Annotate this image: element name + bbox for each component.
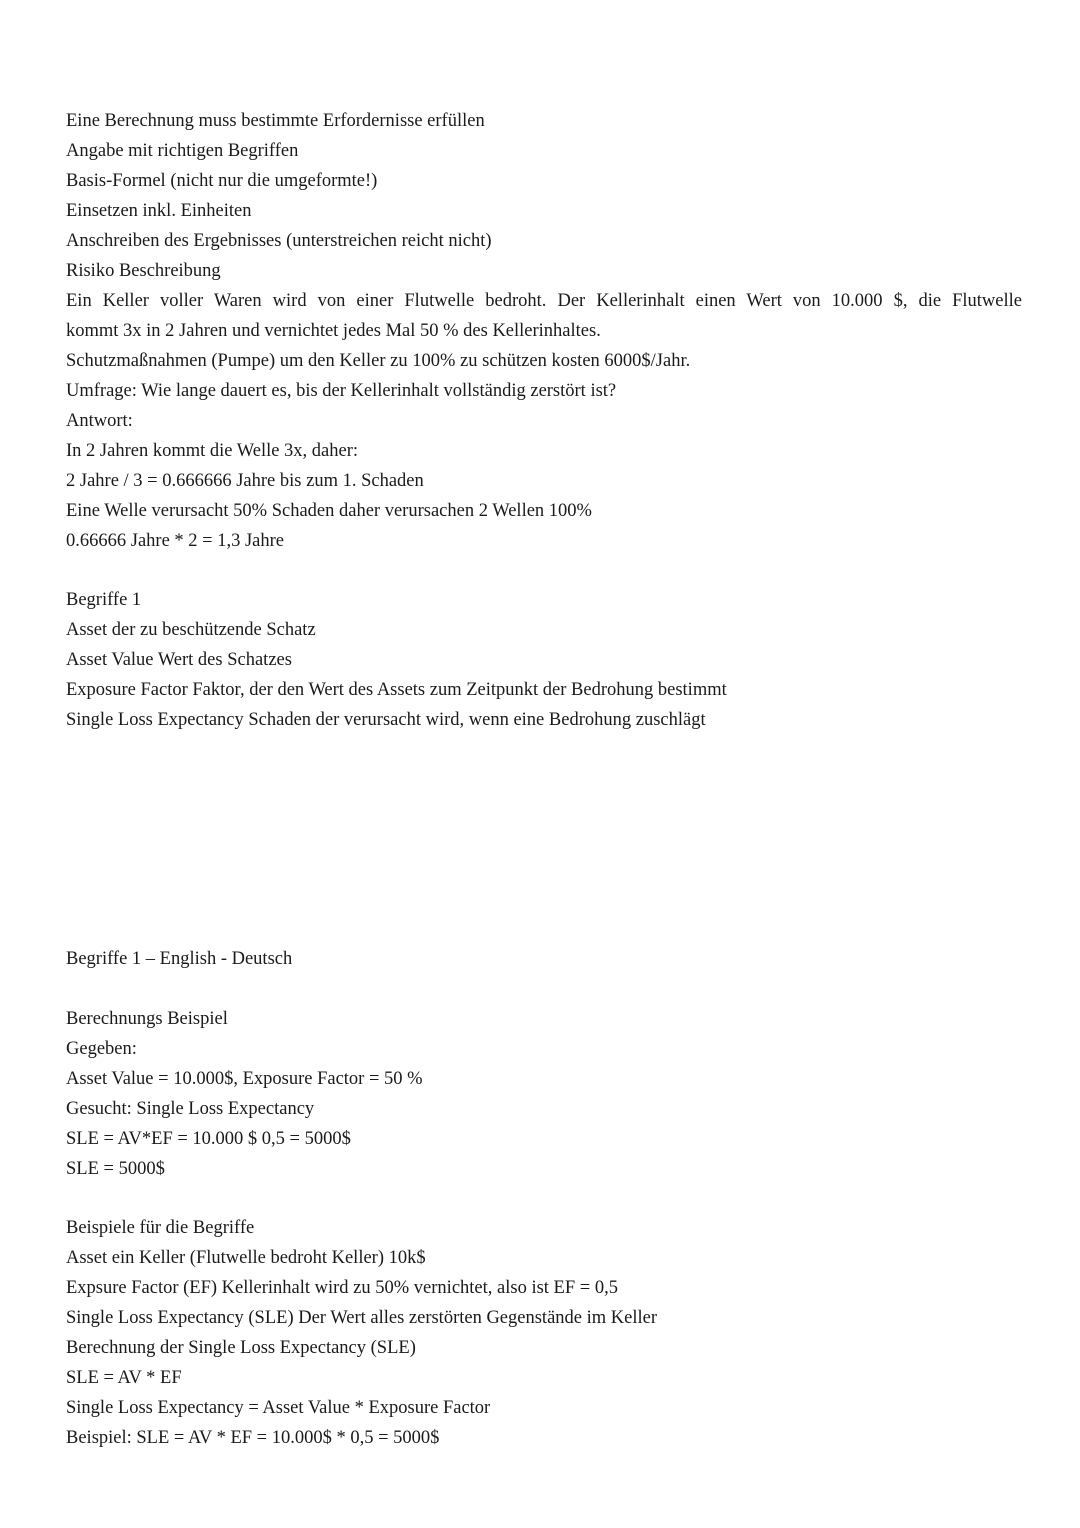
examples-terms-section <box>66 1213 1022 1453</box>
examples-terms-line: Single Loss Expectancy = Asset Value * Exposure Factor <box>66 1398 491 1418</box>
examples-terms-line: Expsure Factor (EF) Kellerinhalt wird zu 50% vernichtet, also ist EF = 0,5 <box>66 1278 618 1298</box>
terms-en-de-section <box>66 944 1022 974</box>
scenario-line: kommt 3x in 2 Jahren und vernichtet jedes Mal 50 % des Kellerinhaltes. <box>66 321 601 341</box>
term-line: Exposure Factor Faktor, der den Wert des Assets zum Zeitpunkt der Bedrohung bestimmt <box>66 680 727 700</box>
intro-line: 0.66666 Jahre * 2 = 1,3 Jahre <box>66 531 284 551</box>
intro-section <box>66 106 1022 556</box>
term-line: Single Loss Expectancy Schaden der verursacht wird, wenn eine Bedrohung zuschlägt <box>66 710 706 730</box>
terms-heading: Begriffe 1 <box>66 590 142 610</box>
intro-line: Antwort: <box>66 411 133 431</box>
term-line: Asset Value Wert des Schatzes <box>66 650 292 670</box>
examples-terms-line: Beispiel: SLE = AV * EF = 10.000$ * 0,5 = 5000$ <box>66 1428 440 1448</box>
examples-terms-line: Berechnung der Single Loss Expectancy (SLE) <box>66 1338 416 1358</box>
intro-line: In 2 Jahren kommt die Welle 3x, daher: <box>66 441 359 461</box>
example-line: Gesucht: Single Loss Expectancy <box>66 1099 315 1119</box>
intro-line: Einsetzen inkl. Einheiten <box>66 201 252 221</box>
terms-section <box>66 585 1022 735</box>
example-line: SLE = 5000$ <box>66 1159 165 1179</box>
term-line: Asset der zu beschützende Schatz <box>66 620 316 640</box>
intro-line: Umfrage: Wie lange dauert es, bis der Kellerinhalt vollständig zerstört ist? <box>66 381 617 401</box>
example-line: SLE = AV*EF = 10.000 $ 0,5 = 5000$ <box>66 1129 351 1149</box>
intro-line: Anschreiben des Ergebnisses (unterstreichen reicht nicht) <box>66 231 492 251</box>
intro-line: Angabe mit richtigen Begriffen <box>66 141 299 161</box>
example-section <box>66 1004 1022 1184</box>
intro-line: Eine Welle verursacht 50% Schaden daher verursachen 2 Wellen 100% <box>66 501 592 521</box>
example-line: Asset Value = 10.000$, Exposure Factor = 50 % <box>66 1069 423 1089</box>
scenario-line: Ein Keller voller Waren wird von einer Flutwelle bedroht. Der Kellerinhalt einen Wert von 10.000 $, die Flutwelle <box>66 291 1022 311</box>
example-heading: Berechnungs Beispiel <box>66 1009 228 1029</box>
examples-terms-heading: Beispiele für die Begriffe <box>66 1218 255 1238</box>
examples-terms-line: Asset ein Keller (Flutwelle bedroht Keller) 10k$ <box>66 1248 426 1268</box>
intro-line: 2 Jahre / 3 = 0.666666 Jahre bis zum 1. Schaden <box>66 471 424 491</box>
examples-terms-line: Single Loss Expectancy (SLE) Der Wert alles zerstörten Gegenstände im Keller <box>66 1308 657 1328</box>
intro-line: Risiko Beschreibung <box>66 261 221 281</box>
intro-line: Basis-Formel (nicht nur die umgeformte!) <box>66 171 378 191</box>
intro-line: Schutzmaßnahmen (Pumpe) um den Keller zu 100% zu schützen kosten 6000$/Jahr. <box>66 351 691 371</box>
terms-en-de-heading: Begriffe 1 – English - Deutsch <box>66 949 293 969</box>
intro-line: Eine Berechnung muss bestimmte Erfordernisse erfüllen <box>66 111 485 131</box>
examples-terms-line: SLE = AV * EF <box>66 1368 182 1388</box>
example-line: Gegeben: <box>66 1039 137 1059</box>
